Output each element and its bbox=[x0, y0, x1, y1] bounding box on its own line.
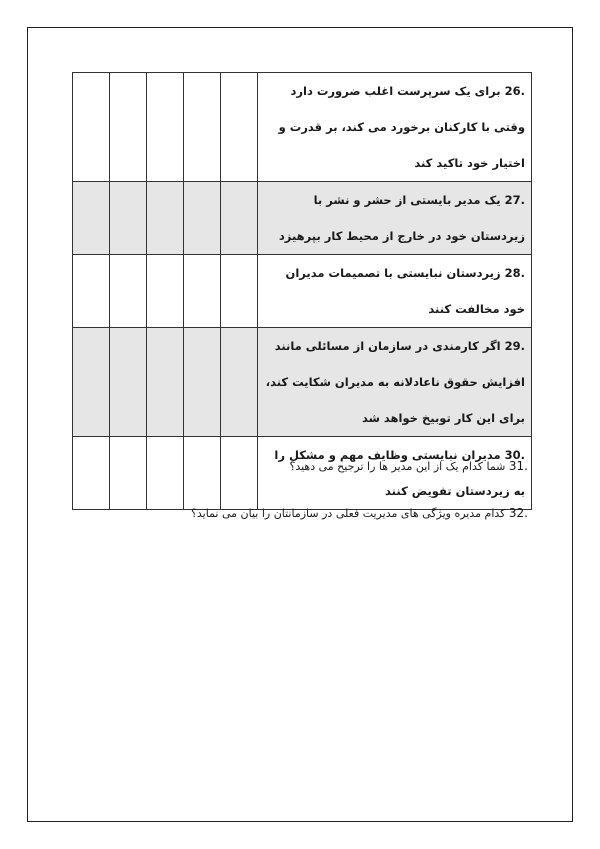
question-label: برای یک سرپرست اغلب ضرورت دارد وقتی با کارکنان برخورد می کند، بر قدرت و اختیار خود تاکید کند bbox=[278, 84, 525, 170]
question-number: 29. bbox=[504, 339, 525, 353]
question-number: 27. bbox=[504, 193, 525, 207]
question-number: 28. bbox=[504, 266, 525, 280]
answer-box[interactable] bbox=[110, 182, 147, 255]
answer-box[interactable] bbox=[110, 328, 147, 437]
answer-box[interactable] bbox=[147, 73, 184, 182]
answer-box[interactable] bbox=[147, 182, 184, 255]
question-text bbox=[258, 255, 532, 328]
question-number: 32. bbox=[508, 506, 528, 520]
answer-box[interactable] bbox=[73, 73, 110, 182]
question-text bbox=[258, 73, 532, 182]
table-row bbox=[73, 328, 532, 437]
question-label: شما کدام یک از این مدیر ها را ترجیح می دهید؟ bbox=[289, 460, 506, 473]
question-label: یک مدیر بایستی از حشر و نشر با زیردستان خود در خارج از محیط کار بپرهیزد bbox=[278, 193, 525, 243]
answer-box[interactable] bbox=[147, 255, 184, 328]
answer-box[interactable] bbox=[221, 182, 258, 255]
answer-box[interactable] bbox=[110, 255, 147, 328]
answer-box[interactable] bbox=[221, 255, 258, 328]
question-label: مدیران نبایستی وظایف مهم و مشکل را به زیردستان تفویض کنند bbox=[274, 448, 525, 498]
answer-box[interactable] bbox=[147, 437, 184, 510]
answer-box[interactable] bbox=[221, 328, 258, 437]
question-text bbox=[258, 182, 532, 255]
question-label: اگر کارمندی در سازمان از مسائلی مانند افزایش حقوق ناعادلانه به مدیران شکایت کند، برای این کار توبیخ خواهد شد bbox=[265, 339, 525, 425]
answer-box[interactable] bbox=[184, 437, 221, 510]
question-number: 26. bbox=[504, 84, 525, 98]
answer-box[interactable] bbox=[221, 437, 258, 510]
open-question-31 bbox=[290, 459, 529, 473]
answer-box[interactable] bbox=[221, 73, 258, 182]
question-number: 30. bbox=[504, 448, 525, 462]
answer-box[interactable] bbox=[110, 73, 147, 182]
open-question-32 bbox=[191, 506, 528, 520]
answer-box[interactable] bbox=[184, 328, 221, 437]
question-number: 31. bbox=[508, 459, 528, 473]
answer-box[interactable] bbox=[110, 437, 147, 510]
question-text bbox=[258, 328, 532, 437]
question-label: کدام مدیره ویژگی های مدیریت فعلی در سازمانتان را بیان می نماید؟ bbox=[191, 507, 506, 520]
table-row bbox=[73, 437, 532, 510]
answer-box[interactable] bbox=[73, 328, 110, 437]
answer-box[interactable] bbox=[73, 437, 110, 510]
questionnaire-table bbox=[72, 72, 532, 510]
question-text bbox=[258, 437, 532, 510]
table-row bbox=[73, 182, 532, 255]
answer-box[interactable] bbox=[184, 182, 221, 255]
answer-box[interactable] bbox=[147, 328, 184, 437]
answer-box[interactable] bbox=[73, 182, 110, 255]
table-row bbox=[73, 73, 532, 182]
answer-box[interactable] bbox=[184, 255, 221, 328]
question-label: زیردستان نبایستی با تصمیمات مدیران خود مخالفت کنند bbox=[285, 266, 525, 316]
table-row bbox=[73, 255, 532, 328]
answer-box[interactable] bbox=[184, 73, 221, 182]
answer-box[interactable] bbox=[73, 255, 110, 328]
